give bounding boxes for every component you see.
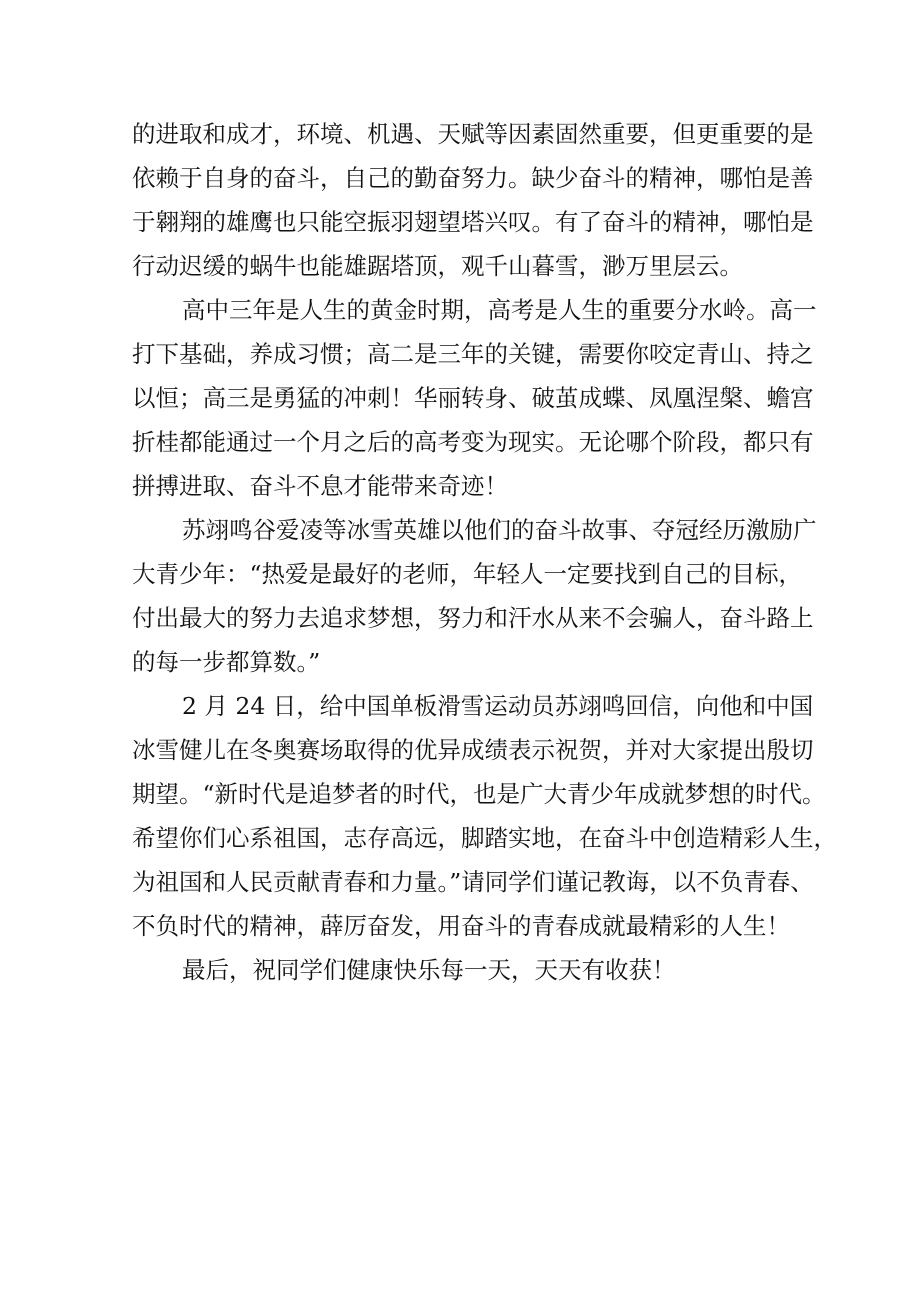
text-line: 于翱翔的雄鹰也只能空振羽翅望塔兴叹。有了奋斗的精神，哪怕是 (132, 208, 814, 236)
text-line: 高中三年是人生的黄金时期，高考是人生的重要分水岭。高一 (182, 296, 817, 324)
paragraph-3 (132, 508, 817, 684)
text-line: 打下基础，养成习惯；高二是三年的关键，需要你咬定青山、持之 (132, 340, 814, 368)
text-line: 的每一步都算数。” (132, 648, 321, 676)
text-line: 行动迟缓的蜗牛也能雄踞塔顶，观千山暮雪，渺万里层云。 (132, 252, 743, 280)
paragraph-2 (132, 288, 817, 508)
text-line: 期望。“新时代是追梦者的时代，也是广大青少年成就梦想的时代。 (132, 780, 826, 808)
text-line: 最后，祝同学们健康快乐每一天，天天有收获！ (182, 956, 676, 984)
text-line: 大青少年：“热爱是最好的老师，年轻人一定要找到自己的目标， (132, 560, 803, 588)
text-line: 2 月 24 日，给中国单板滑雪运动员苏翊鸣回信，向他和中国 (182, 692, 814, 720)
body-text (132, 112, 837, 992)
text-line: 苏翊鸣谷爱凌等冰雪英雄以他们的奋斗故事、夺冠经历激励广 (182, 516, 817, 544)
text-line: 为祖国和人民贡献青春和力量。”请同学们谨记教诲，以不负青春、 (132, 868, 814, 896)
text-line: 拼搏进取、奋斗不息才能带来奇迹！ (132, 472, 508, 500)
text-line: 的进取和成才，环境、机遇、天赋等因素固然重要，但更重要的是 (132, 120, 814, 148)
text-line: 冰雪健儿在冬奥赛场取得的优异成绩表示祝贺，并对大家提出殷切 (132, 736, 814, 764)
text-line: 不负时代的精神，薜厉奋发，用奋斗的青春成就最精彩的人生！ (132, 912, 790, 940)
text-line: 付出最大的努力去追求梦想，努力和汗水从来不会骗人，奋斗路上 (132, 604, 814, 632)
paragraph-4 (132, 684, 837, 948)
paragraph-1 (132, 112, 814, 288)
text-line: 折桂都能通过一个月之后的高考变为现实。无论哪个阶段，都只有 (132, 428, 814, 456)
text-line: 依赖于自身的奋斗，自己的勤奋努力。缺少奋斗的精神，哪怕是善 (132, 164, 814, 192)
paragraph-5 (132, 948, 802, 992)
text-line: 希望你们心系祖国，志存高远，脚踏实地，在奋斗中创造精彩人生， (132, 824, 837, 852)
text-line: 以恒；高三是勇猛的冲刺！华丽转身、破茧成蝶、凤凰涅槃、蟾宫 (132, 384, 814, 412)
